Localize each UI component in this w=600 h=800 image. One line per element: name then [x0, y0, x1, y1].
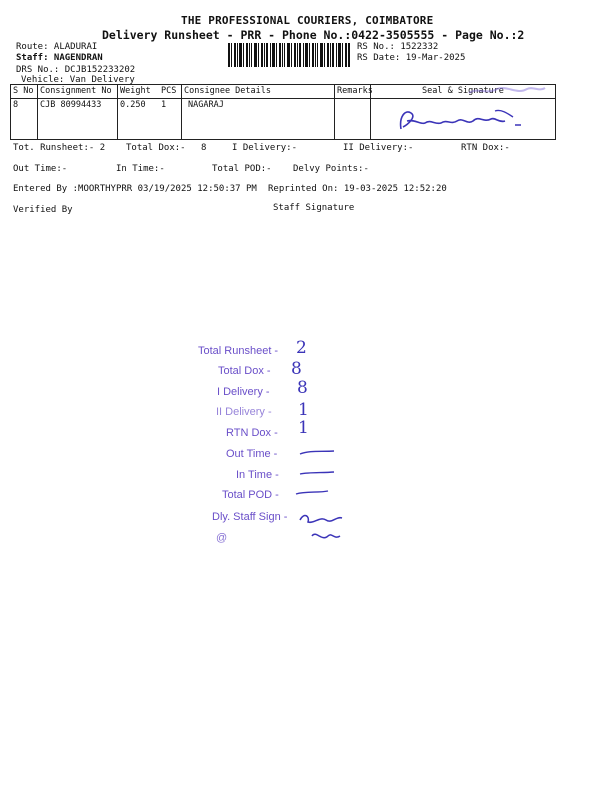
table-row [11, 99, 556, 140]
route-label: Route: ALADURAI [16, 42, 98, 52]
out-time-label: Out Time:- [13, 164, 68, 174]
col-header-weight: Weight [120, 86, 151, 96]
col-header-consignment: Consignment No [38, 85, 118, 99]
cell-weight-pcs [118, 99, 182, 140]
staff-signature-label: Staff Signature [273, 203, 355, 213]
total-dox-value: 8 [201, 143, 207, 153]
col-header-pcs: PCS [160, 86, 177, 96]
rs-number: RS No.: 1522332 [357, 42, 439, 52]
stamp-staff-signature-icon [296, 502, 356, 546]
cell-remarks [335, 99, 371, 140]
stamp-line-total-runsheet: Total Runsheet - [198, 345, 279, 357]
stamp-value-total-dox: 8 [291, 359, 302, 379]
ii-delivery-label: II Delivery:- [343, 143, 414, 153]
stamp-value-rtn-dox: 1 [298, 418, 309, 438]
stamp-dash-total-pod [294, 488, 334, 498]
cell-pcs: 1 [160, 100, 167, 110]
rs-date: RS Date: 19-Mar-2025 [357, 53, 466, 63]
rtn-dox-label: RTN Dox:- [461, 143, 510, 153]
vehicle-label: Vehicle: Van Delivery [21, 75, 135, 85]
stamp-value-total-runsheet: 2 [296, 338, 307, 358]
verified-by: Verified By [13, 205, 73, 215]
company-title: THE PROFESSIONAL COURIERS, COIMBATORE [181, 14, 434, 27]
stamp-dash-in-time [298, 468, 338, 478]
cell-weight: 0.250 [120, 100, 146, 110]
col-header-seal-signature: Seal & Signature [371, 85, 556, 99]
cell-sno: 8 [11, 99, 38, 140]
runsheet-subtitle: Delivery Runsheet - PRR - Phone No.:0422-3505555 - Page No.:2 [102, 28, 525, 42]
cell-signature [371, 99, 556, 140]
handwritten-signature [395, 103, 535, 137]
runsheet-table [10, 84, 556, 140]
stamp-circle-mark: @ [216, 532, 228, 544]
total-dox-label: Total Dox:- [126, 143, 186, 153]
staff-label: Staff: NAGENDRAN [16, 53, 103, 63]
delvy-points-label: Delvy Points:- [293, 164, 369, 174]
col-header-sno: S No [11, 85, 38, 99]
col-header-weight-pcs [118, 85, 182, 99]
in-time-label: In Time:- [116, 164, 165, 174]
seal-stamp [467, 83, 547, 99]
stamp-line-ii-delivery: II Delivery - [216, 406, 272, 418]
col-header-remarks: Remarks [335, 85, 371, 99]
total-pod-label: Total POD:- [212, 164, 272, 174]
tot-runsheet: Tot. Runsheet:- 2 [13, 143, 106, 153]
stamp-line-i-delivery: I Delivery - [217, 386, 270, 398]
stamp-line-total-dox: Total Dox - [218, 365, 271, 377]
cell-consignee: NAGARAJ [182, 99, 335, 140]
col-header-consignee: Consignee Details [182, 85, 335, 99]
stamp-value-i-delivery: 8 [297, 378, 308, 398]
i-delivery-label: I Delivery:- [232, 143, 298, 153]
stamp-dash-out-time [298, 448, 338, 458]
entered-by: Entered By :MOORTHYPRR 03/19/2025 12:50:37 PM [13, 184, 257, 194]
stamp-line-total-pod: Total POD - [222, 489, 279, 501]
reprinted-on: Reprinted On: 19-03-2025 12:52:20 [268, 184, 447, 194]
stamp-value-ii-delivery: 1 [298, 400, 309, 420]
stamp-line-rtn-dox: RTN Dox - [226, 427, 278, 439]
stamp-line-dly-staff-sign: Dly. Staff Sign - [212, 511, 288, 523]
stamp-line-in-time: In Time - [236, 469, 279, 481]
barcode-image [228, 43, 350, 67]
drs-number: DRS No.: DCJB152233202 [16, 65, 136, 75]
cell-consignment: CJB 80994433 [38, 99, 118, 140]
stamp-line-out-time: Out Time - [226, 448, 278, 460]
